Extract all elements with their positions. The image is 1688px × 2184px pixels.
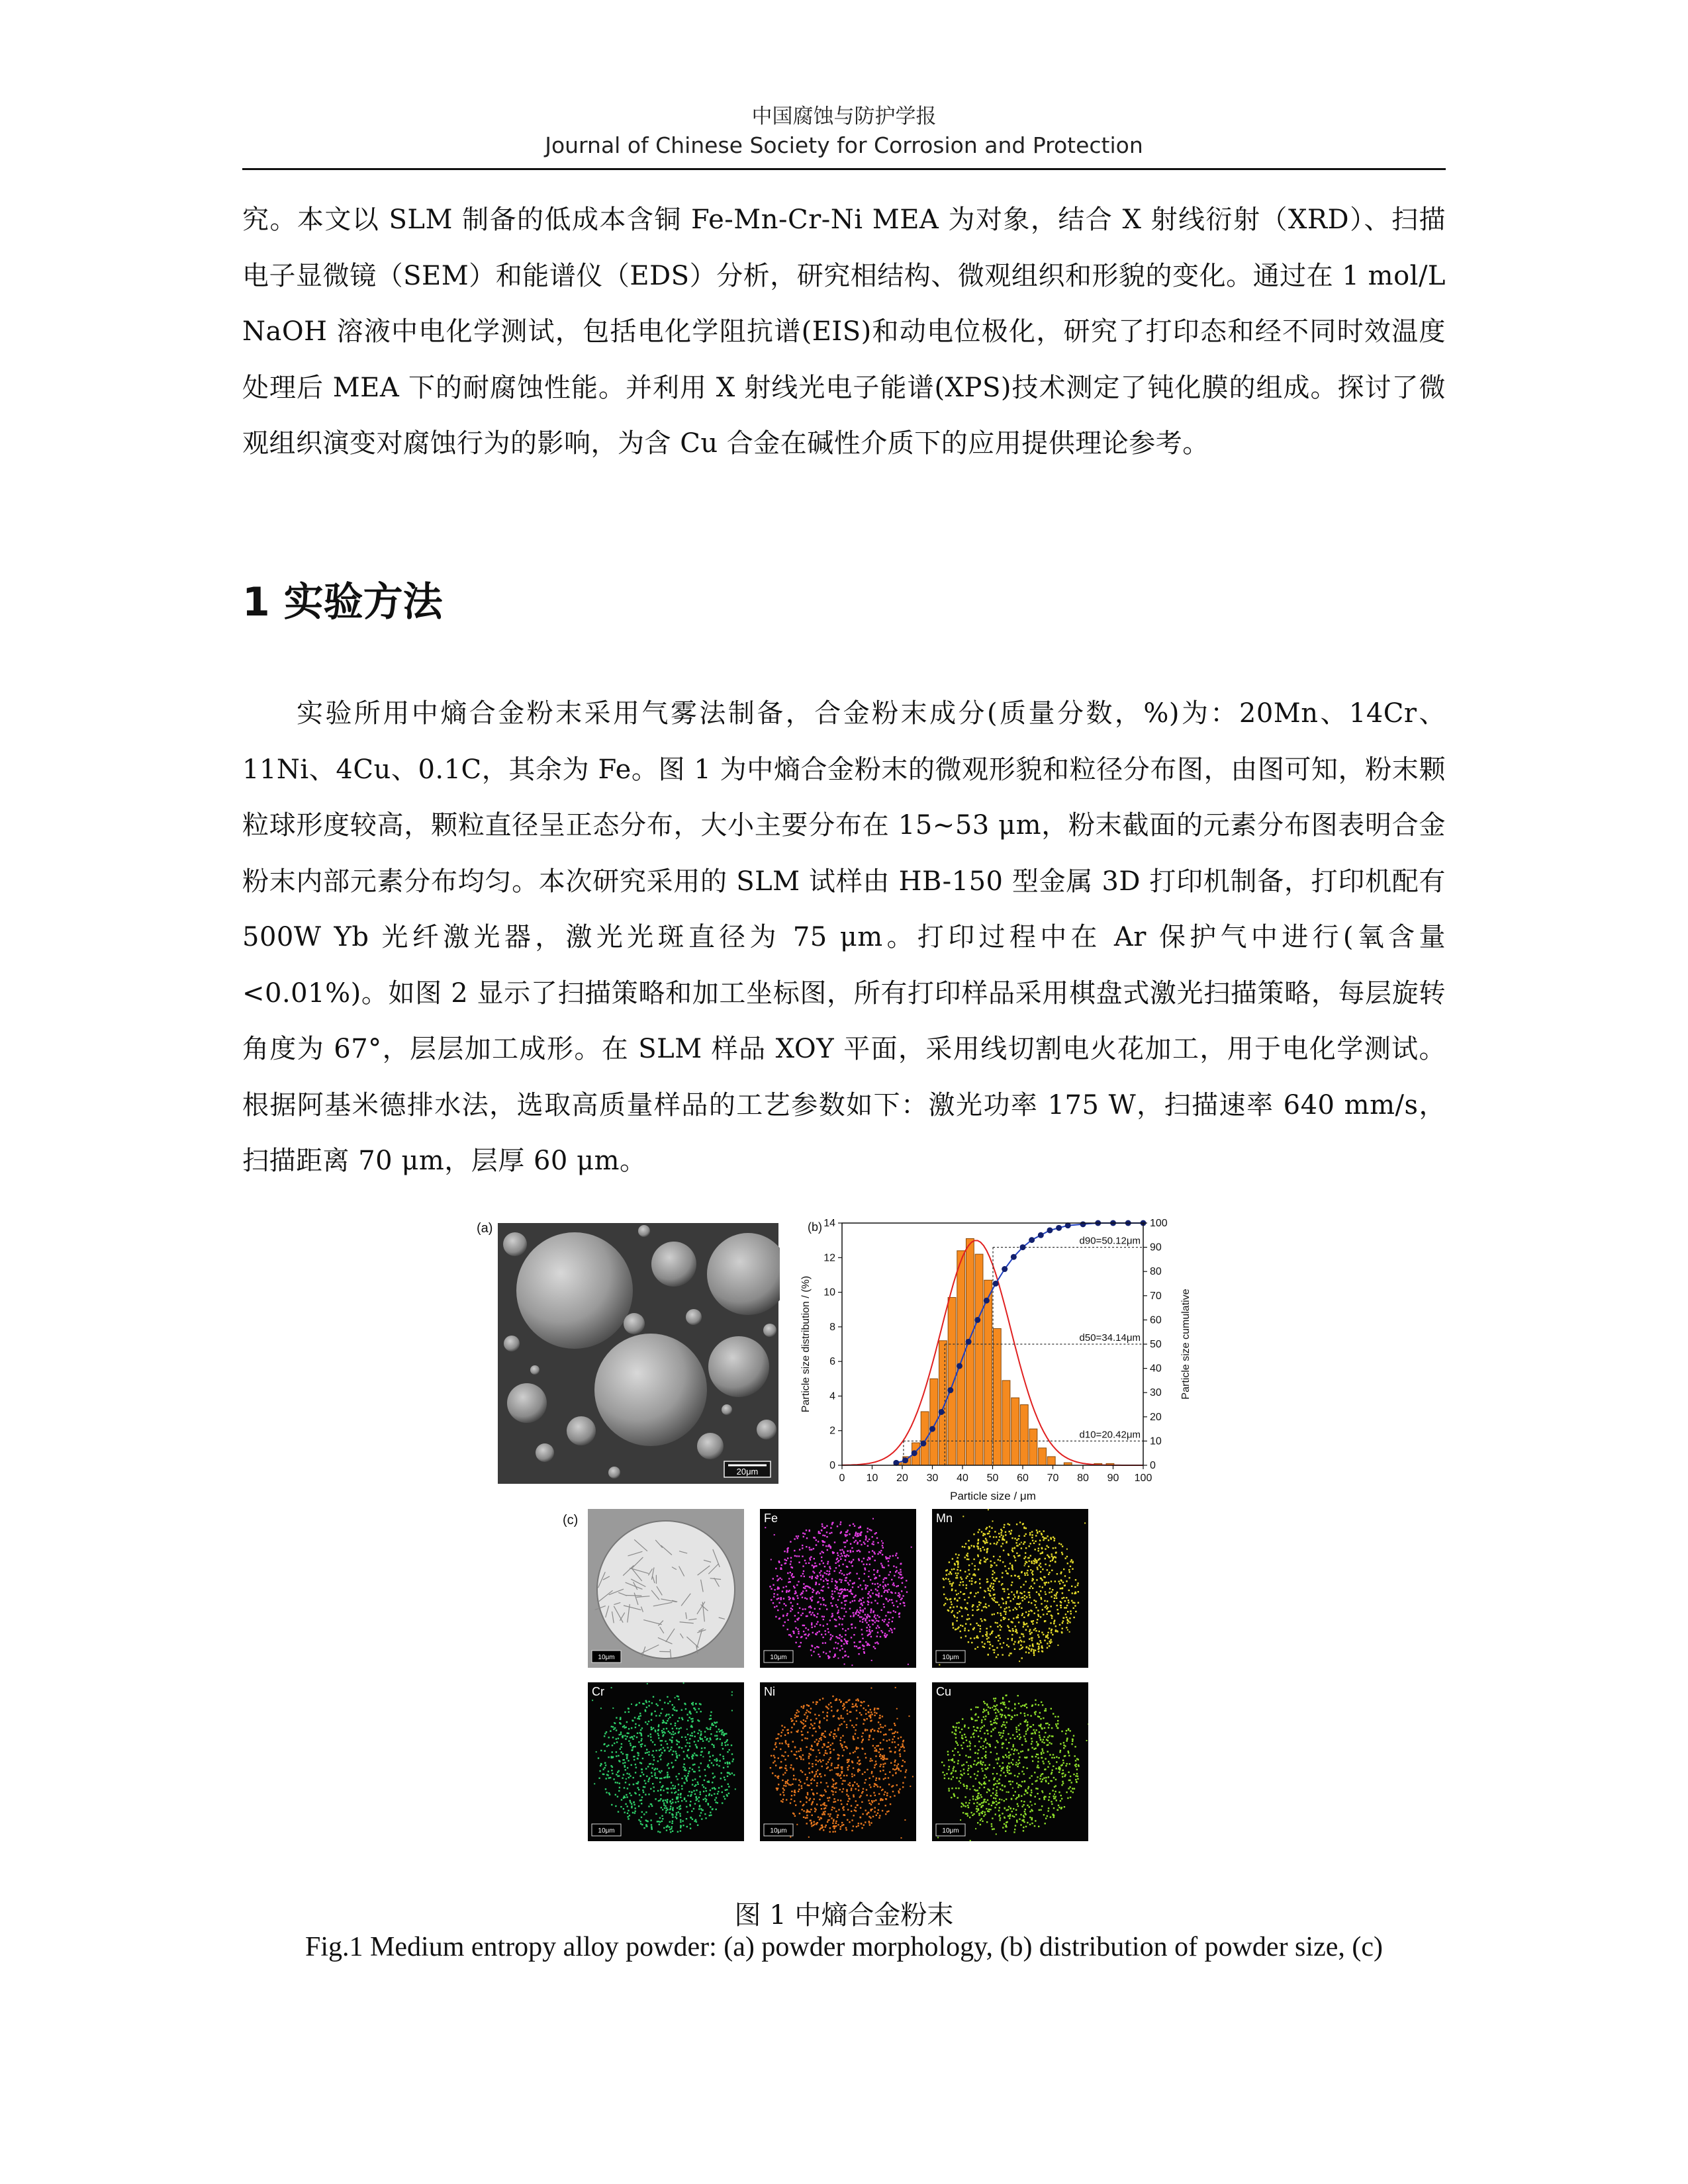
eds-scale-label: 10μm	[770, 1654, 787, 1661]
x-tick-label-5: 50	[986, 1473, 999, 1484]
y-tick-label-1: 2	[829, 1425, 835, 1437]
cumulative-point-5	[939, 1409, 945, 1415]
histogram-bar-9	[975, 1254, 983, 1465]
histogram-bar-10	[984, 1280, 992, 1465]
x-axis-label: Particle size / μm	[950, 1490, 1036, 1502]
histogram-bar-11	[993, 1328, 1001, 1465]
panel-a-scale: 20μm	[736, 1467, 759, 1477]
histogram-bar-12	[1002, 1381, 1010, 1465]
y-tick-label-0: 0	[829, 1460, 835, 1471]
y-tick-label-3: 6	[829, 1356, 835, 1368]
cumulative-point-16	[1038, 1232, 1044, 1238]
annotation-2: d10=20.42μm	[1079, 1429, 1141, 1441]
y2-tick-label-6: 60	[1150, 1314, 1162, 1326]
eds-element-label: Fe	[764, 1512, 778, 1525]
x-tick-label-4: 40	[957, 1473, 968, 1484]
cumulative-point-20	[1080, 1221, 1086, 1227]
figure-caption-cn: 图 1 中熵合金粉末	[734, 1900, 954, 1931]
eds-element-label: Cr	[592, 1685, 604, 1698]
chart-panel-label: (b)	[808, 1220, 822, 1234]
eds-element-label: Ni	[764, 1685, 775, 1698]
eds-map-ni	[760, 1682, 916, 1841]
cumulative-point-7	[957, 1363, 962, 1369]
x-tick-label-1: 10	[866, 1473, 878, 1484]
y-tick-label-6: 12	[823, 1252, 835, 1264]
cumulative-point-12	[1002, 1266, 1008, 1272]
y-tick-label-7: 14	[823, 1218, 835, 1229]
eds-scale-label: 10μm	[942, 1654, 959, 1661]
y2-tick-label-4: 40	[1150, 1363, 1162, 1375]
histogram-bar-14	[1020, 1405, 1028, 1466]
cumulative-point-14	[1020, 1244, 1026, 1250]
journal-title-en: Journal of Chinese Society for Corrosion and Protection	[545, 132, 1143, 158]
histogram-bar-16	[1039, 1448, 1047, 1465]
eds-scale-label: 10μm	[770, 1827, 787, 1835]
y2-tick-label-1: 10	[1150, 1435, 1162, 1447]
cumulative-point-17	[1047, 1227, 1053, 1233]
x-tick-label-10: 100	[1134, 1473, 1152, 1484]
cumulative-point-3	[920, 1441, 926, 1447]
eds-map-fe	[760, 1509, 916, 1668]
bse-cross-section-map	[588, 1509, 744, 1668]
x-tick-label-8: 80	[1077, 1473, 1089, 1484]
annotation-0: d90=50.12μm	[1079, 1235, 1141, 1247]
x-tick-label-6: 60	[1017, 1473, 1029, 1484]
y-tick-label-5: 10	[823, 1287, 835, 1298]
histogram-bar-7	[957, 1251, 965, 1465]
cumulative-point-10	[984, 1298, 990, 1304]
cumulative-point-15	[1029, 1237, 1035, 1243]
y2-tick-label-8: 80	[1150, 1266, 1162, 1278]
cumulative-point-6	[947, 1387, 953, 1393]
y2-tick-label-3: 30	[1150, 1387, 1162, 1399]
eds-element-label: Cu	[936, 1685, 952, 1698]
y2-tick-label-2: 20	[1150, 1411, 1162, 1423]
histogram-bar-8	[966, 1239, 974, 1465]
sem-micrograph	[475, 1218, 780, 1486]
y-tick-label-2: 4	[829, 1390, 835, 1402]
histogram-bar-17	[1047, 1457, 1055, 1465]
histogram-bar-3	[921, 1412, 929, 1465]
paragraph-methods: 实验所用中熵合金粉末采用气雾法制备，合金粉末成分(质量分数，%)为：20Mn、14Cr、11Ni、4Cu、0.1C，其余为 Fe。图 1 为中熵合金粉末的微观形貌和粒径分布图，由图可知，粉末颗粒球形度较高，颗粒直径呈正态分布，大小主要分布在 15~53 μm，粉末截面的元素分布图表明合金粉末内部元素分布均匀。本次研究采用的 SLM 试样由 HB-150 型金属 3D 打印机制备，打印机配有 500W Yb 光纤激光器，激光光斑直径为 75 μm。打印过程中在 Ar 保护气中进行(氧含量<0.01%)。如图 2 显示了扫描策略和加工坐标图，所有打印样品采用棋盘式激光扫描策略，每层旋转角度为 67°，层层加工成形。在 SLM 样品 XOY 平面，采用线切割电火花加工，用于电化学测试。根据阿基米德排水法，选取高质量样品的工艺参数如下：激光功率 175 W，扫描速率 640 mm/s，扫描距离 70 μm，层厚 60 μm。	[242, 698, 1446, 1176]
x-tick-label-2: 20	[896, 1473, 908, 1484]
y-axis-label: Particle size distribution / (%)	[800, 1275, 812, 1413]
panel-c-label: (c)	[563, 1513, 579, 1527]
eds-map-mn	[932, 1509, 1088, 1668]
header-divider	[242, 168, 1446, 170]
eds-element-label: Mn	[936, 1512, 953, 1525]
cumulative-point-11	[993, 1281, 999, 1287]
eds-scale-label: 10μm	[598, 1827, 615, 1835]
histogram-bar-6	[948, 1297, 956, 1465]
journal-title-cn: 中国腐蚀与防护学报	[751, 105, 937, 128]
y2-tick-label-5: 50	[1150, 1339, 1162, 1350]
paragraph-intro: 究。本文以 SLM 制备的低成本含铜 Fe-Mn-Cr-Ni MEA 为对象，结合 X 射线衍射（XRD）、扫描电子显微镜（SEM）和能谱仪（EDS）分析，研究相结构、微观组织和形貌的变化。通过在 1 mol/L NaOH 溶液中电化学测试，包括电化学阻抗谱(EIS)和动电位极化，研究了打印态和经不同时效温度处理后 MEA 下的耐腐蚀性能。并利用 X 射线光电子能谱(XPS)技术测定了钝化膜的组成。探讨了微观组织演变对腐蚀行为的影响，为含 Cu 合金在碱性介质下的应用提供理论参考。	[242, 205, 1446, 459]
panel-a-label: (a)	[477, 1221, 493, 1236]
eds-scale-label: 10μm	[598, 1654, 615, 1661]
x-tick-label-3: 30	[926, 1473, 939, 1484]
eds-scale-label: 10μm	[942, 1827, 959, 1835]
cumulative-point-18	[1056, 1225, 1062, 1231]
cumulative-point-2	[912, 1450, 917, 1456]
y2-tick-label-10: 100	[1150, 1218, 1168, 1229]
cumulative-point-1	[902, 1457, 908, 1463]
y2-tick-label-9: 90	[1150, 1242, 1162, 1253]
eds-map-cr	[588, 1682, 744, 1841]
y2-tick-label-0: 0	[1150, 1460, 1156, 1471]
x-tick-label-9: 90	[1107, 1473, 1119, 1484]
x-tick-label-0: 0	[839, 1473, 845, 1484]
histogram-bar-13	[1011, 1398, 1019, 1465]
eds-map-cu	[932, 1682, 1088, 1841]
x-tick-label-7: 70	[1047, 1473, 1059, 1484]
figure-panel-a	[475, 1218, 780, 1486]
figure-caption-en: Fig.1 Medium entropy alloy powder: (a) powder morphology, (b) distribution of powder size, (c)	[305, 1932, 1383, 1962]
figure-panel-c	[563, 1509, 1112, 1860]
y2-tick-label-7: 70	[1150, 1290, 1162, 1302]
cumulative-point-8	[966, 1339, 972, 1345]
histogram-bar-15	[1029, 1429, 1037, 1465]
cumulative-point-9	[974, 1317, 980, 1323]
cumulative-point-13	[1011, 1254, 1017, 1260]
y-tick-label-4: 8	[829, 1321, 835, 1333]
cumulative-point-4	[929, 1426, 935, 1432]
annotation-1: d50=34.14μm	[1079, 1332, 1141, 1343]
particle-size-chart	[794, 1216, 1198, 1508]
figure-panel-b	[794, 1216, 1198, 1508]
section-heading: 1 实验方法	[242, 579, 443, 625]
y2-axis-label: Particle size cumulative	[1180, 1289, 1192, 1400]
